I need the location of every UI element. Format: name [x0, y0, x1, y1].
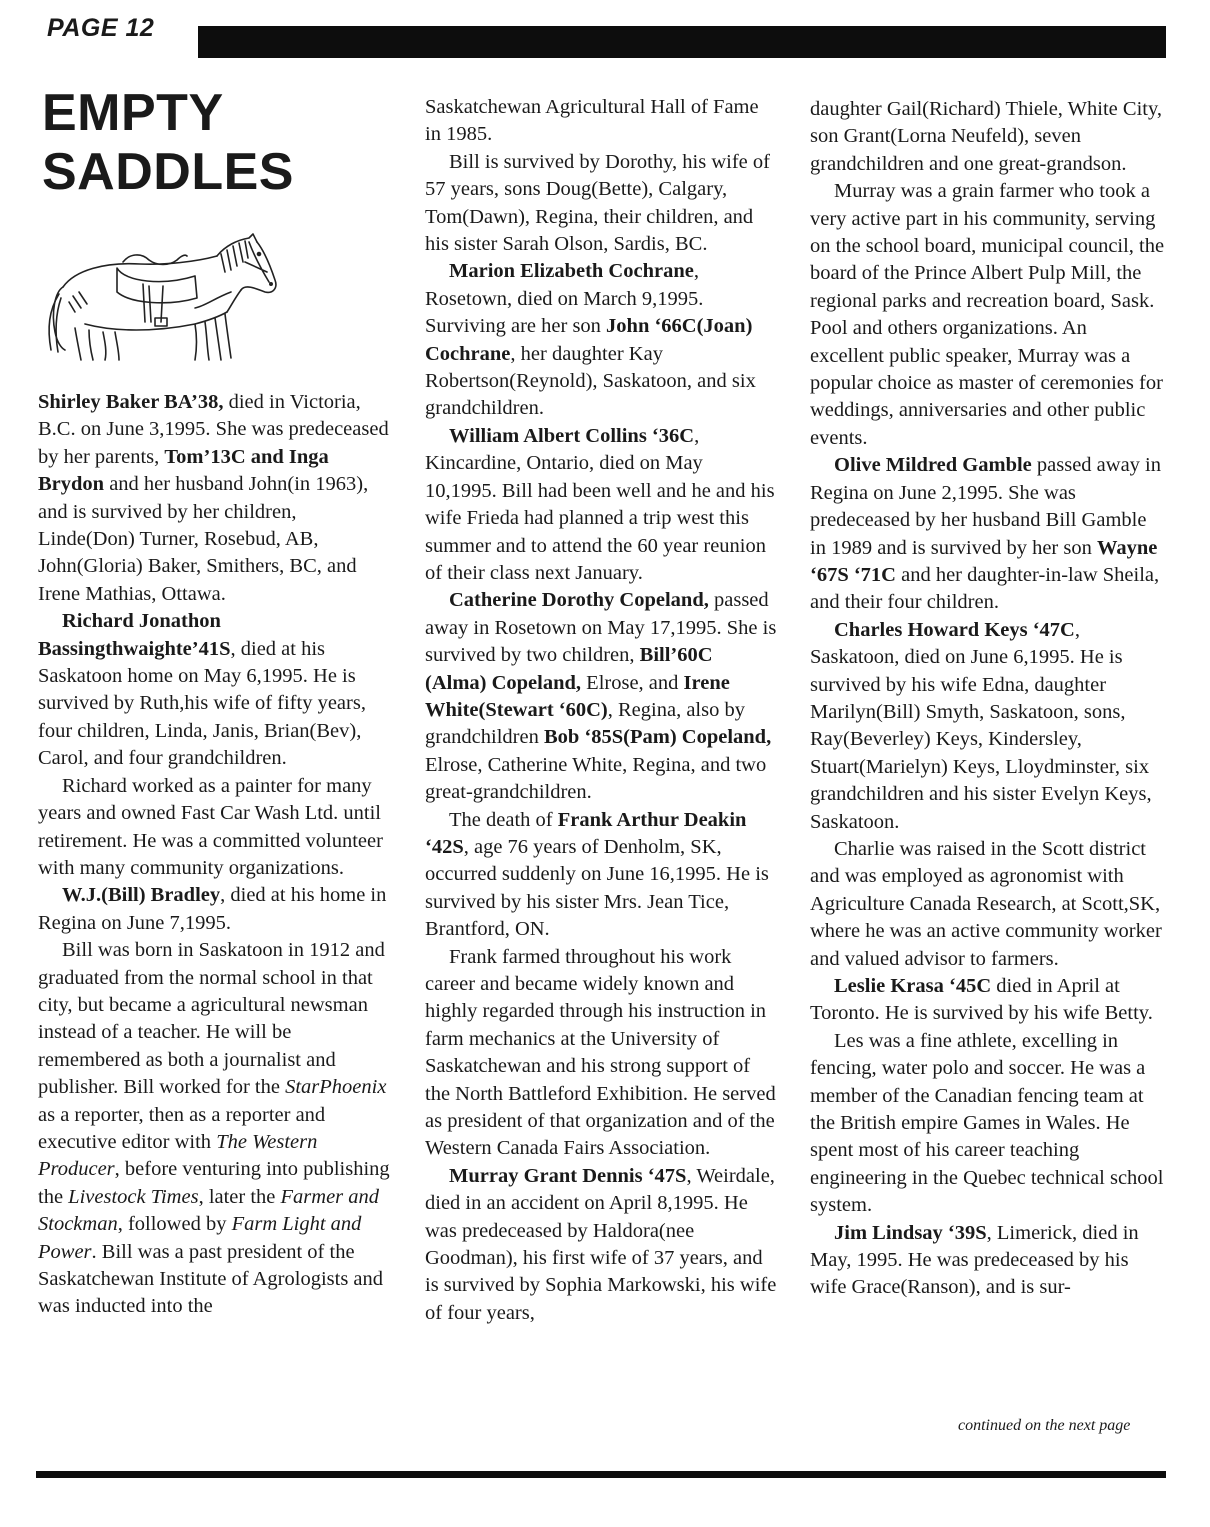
obituary-jim-lindsay: Jim Lindsay ‘39S, Limerick, died in May, 1995. He was predeceased by his wife Grace(Ranson), and is sur- [810, 1221, 1139, 1299]
obituary-murray-dennis: Murray Grant Dennis ‘47S, Weirdale, died in an accident on April 8,1995. He was predeceased by Haldora(nee Goodman), his first wife of 37 years, and is survived by Sophia Markowski, his wife of four years, [425, 1164, 777, 1324]
article-column-1 [38, 389, 390, 1321]
saddled-horse-icon [45, 232, 281, 362]
obituary-richard-bassingthwaighte: Richard Jonathon Bassingthwaighte’41S, died at his Saskatoon home on May 6,1995. He is survived by Ruth,his wife of fifty years, four children, Linda, Janis, Brian(Bev), Carol, and four grandchildren. [38, 610, 366, 770]
obituary-charles-keys: Charles Howard Keys ‘47C, Saskatoon, died on June 6,1995. He is survived by his wife Edna, daughter Marilyn(Bill) Smyth, Saskatoon, sons, Ray(Beverley) Keys, Kindersley, Stuart(Marielyn) Keys, Lloydminster, six grandchildren and his sister Evelyn Keys, Saskatoon. [810, 618, 1152, 833]
header-rule [198, 26, 1166, 58]
paragraph-les-career: Les was a fine athlete, excelling in fencing, water polo and soccer. He was a member of the Canadian fencing team at the British empire Games in Wales. He spent most of his career teaching engineering in the Quebec technical school system. [810, 1029, 1164, 1217]
headline-line-1: EMPTY [42, 84, 224, 142]
paragraph-bill-survivors: Bill is survived by Dorothy, his wife of 57 years, sons Doug(Bette), Calgary, Tom(Dawn), Regina, their children, and his sister Sarah Olson, Sardis, BC. [425, 150, 770, 256]
section-headline [42, 84, 294, 202]
article-column-2 [425, 94, 777, 1327]
paragraph-murray-career: Murray was a grain farmer who took a very active part in his community, serving on the school board, municipal council, the board of the Prince Albert Pulp Mill, the regional parks and recreation board, Sask. Pool and others organizations. An excellent public speaker, Murray was a popular choice as master of ceremonies for weddings, anniversaries and other public events. [810, 180, 1165, 449]
article-column-3 [810, 96, 1165, 1302]
obituary-frank-deakin: The death of Frank Arthur Deakin ‘42S, age 76 years of Denholm, SK, occurred suddenly on June 16,1995. He is survived by his sister Mrs. Jean Tice, Brantford, ON. [425, 808, 769, 941]
paragraph-frank-career: Frank farmed throughout his work career and became widely known and highly regarded through his instruction in farm mechanics at the University of Saskatchewan and his strong support of the North Battleford Exhibition. He served as president of that organization and of the Western Canada Fairs Association. [425, 945, 776, 1160]
footer-rule [36, 1471, 1166, 1478]
page-number: PAGE 12 [47, 14, 155, 42]
paragraph-hall-of-fame: Saskatchewan Agricultural Hall of Fame in 1985. [425, 96, 759, 146]
obituary-olive-gamble: Olive Mildred Gamble passed away in Regina on June 2,1995. She was predeceased by her husband Bill Gamble in 1989 and is survived by her son Wayne ‘67S ‘71C and her daughter-in-law Sheila, and their four children. [810, 454, 1162, 614]
obituary-william-collins: William Albert Collins ‘36C, Kincardine, Ontario, died on May 10,1995. Bill had been well and he and his wife Frieda had planned a trip west this summer and to attend the 60 year reunion of their class next January. [425, 424, 775, 584]
continued-notice: continued on the next page [958, 1417, 1131, 1434]
paragraph-murray-survivors: daughter Gail(Richard) Thiele, White City, son Grant(Lorna Neufeld), seven grandchildren and one great-grandson. [810, 98, 1163, 175]
obituary-catherine-copeland: Catherine Dorothy Copeland, passed away in Rosetown on May 17,1995. She is survived by two children, Bill’60C (Alma) Copeland, Elrose, and Irene White(Stewart ‘60C), Regina, also by grandchildren Bob ‘85S(Pam) Copeland, Elrose, Catherine White, Regina, and two great-grandchildren. [425, 589, 777, 804]
obituary-shirley-baker: Shirley Baker BA’38, died in Victoria, B.C. on June 3,1995. She was predeceased by her parents, Tom’13C and Inga Brydon and her husband John(in 1963), and is survived by her children, Linde(Don) Turner, Rosebud, AB, John(Gloria) Baker, Smithers, BC, and Irene Mathias, Ottawa. [38, 391, 389, 605]
paragraph-charlie-career: Charlie was raised in the Scott district and was employed as agronomist with Agriculture Canada Research, at Scott,SK, where he was an active community worker and valued advisor to farmers. [810, 837, 1162, 970]
obituary-marion-cochrane: Marion Elizabeth Cochrane, Rosetown, died on March 9,1995. Surviving are her son John ‘66C(Joan) Cochrane, her daughter Kay Robertson(Reynold), Saskatoon, and six grandchildren. [425, 260, 756, 420]
headline-line-2: SADDLES [42, 143, 294, 201]
obituary-leslie-krasa: Leslie Krasa ‘45C died in April at Toronto. He is survived by his wife Betty. [810, 975, 1153, 1025]
name-bold: Shirley Baker BA’38, [38, 391, 224, 413]
paragraph-bill-career: Bill was born in Saskatoon in 1912 and graduated from the normal school in that city, but became a agricultural newsman instead of a teacher. He will be remembered as both a journalist and publisher. Bill worked for the StarPhoenix as a reporter, then as a reporter and executive editor with The Western Producer, before venturing into publishing the Livestock Times, later the Farmer and Stockman, followed by Farm Light and Power. Bill was a past president of the Saskatchewan Institute of Agrologists and was inducted into the [38, 939, 390, 1318]
paragraph-richard-career: Richard worked as a painter for many years and owned Fast Car Wash Ltd. until retirement. He was a committed volunteer with many community organizations. [38, 774, 383, 879]
obituary-bill-bradley: W.J.(Bill) Bradley, died at his home in Regina on June 7,1995. [38, 884, 387, 934]
